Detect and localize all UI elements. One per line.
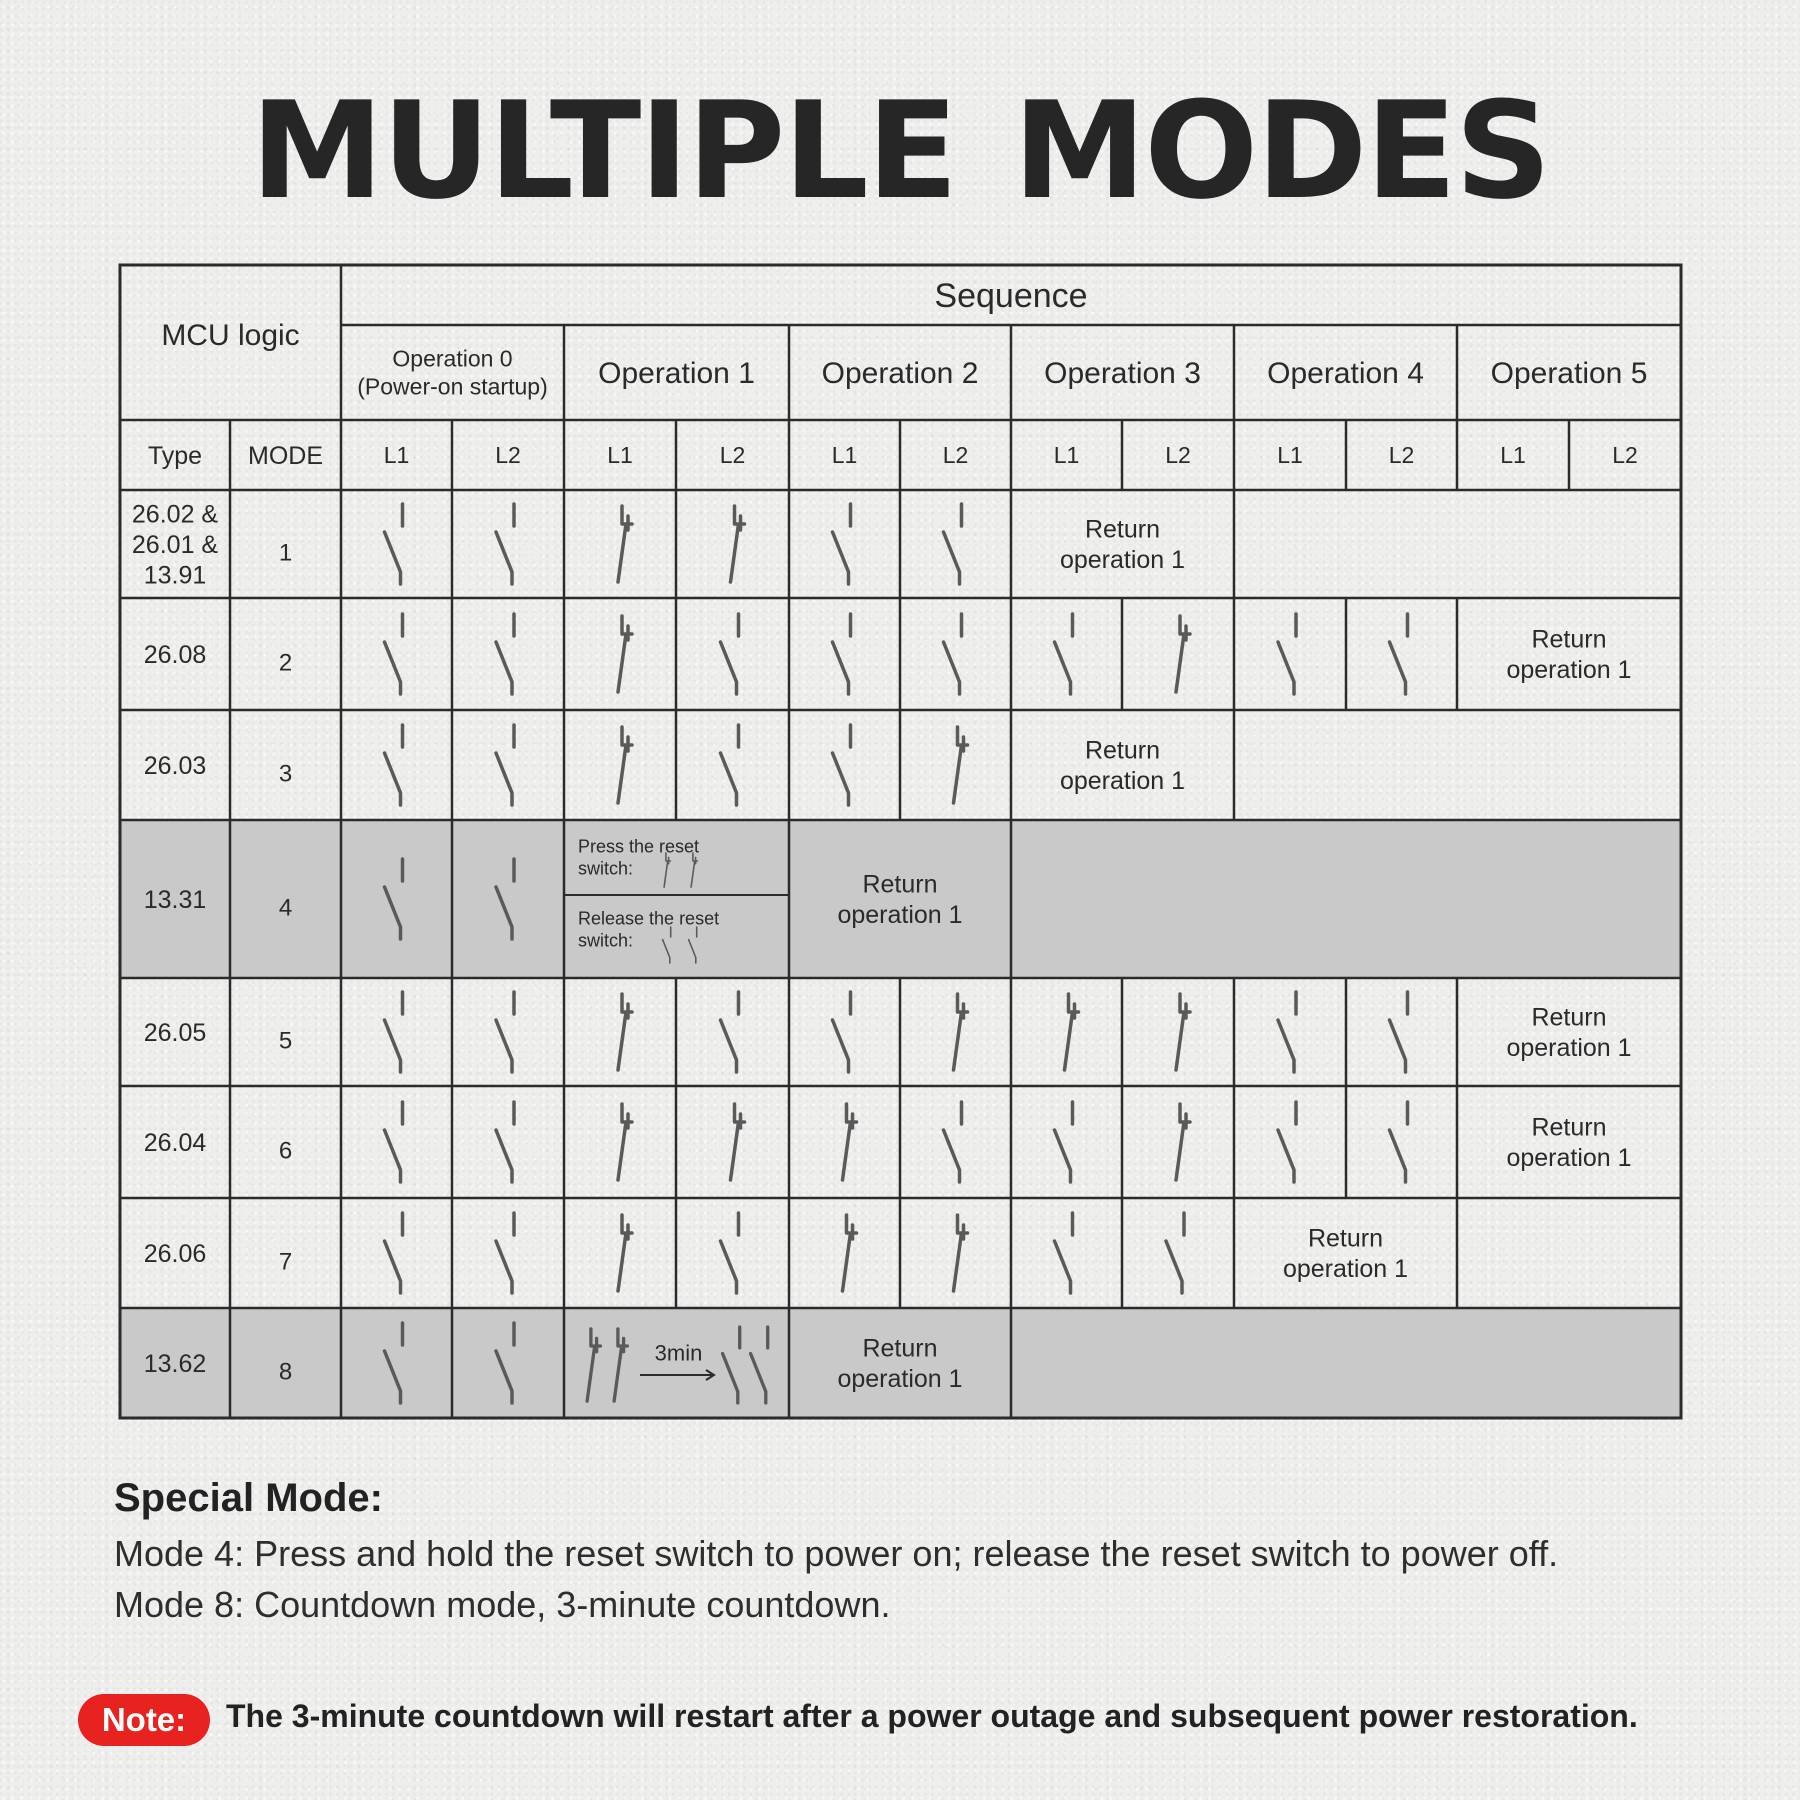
switch-icon-l2: [496, 504, 514, 584]
switch-icon-l2: [1390, 1102, 1408, 1182]
channel-label: L1: [1500, 442, 1526, 469]
switch-icon-l1: [385, 1102, 403, 1182]
operation-header-0: Operation 0 (Power-on startup): [357, 345, 548, 400]
row-mode-4: 4: [278, 894, 293, 922]
mcu-logic-header: MCU logic: [161, 319, 300, 352]
switch-icon-l1: [833, 504, 851, 584]
switch-icon-l1: [618, 616, 632, 692]
switch-icon-l1: [385, 504, 403, 584]
mode-header: MODE: [248, 441, 323, 470]
row-type-1: 26.02 & 26.01 & 13.91: [131, 500, 219, 590]
switch-icon-l1: [385, 725, 403, 805]
row-mode-8: 8: [278, 1358, 293, 1386]
channel-label: L2: [719, 442, 746, 469]
row-mode-1: 1: [278, 539, 293, 567]
special-mode-line-8: Mode 8: Countdown mode, 3-minute countdown.: [114, 1584, 891, 1625]
row-mode-3: 3: [278, 760, 293, 788]
channel-label: L2: [942, 442, 969, 469]
switch-icon-l2: [721, 1213, 739, 1293]
switch-icon-l2: [1390, 614, 1408, 694]
switch-icon-l1: [618, 1215, 632, 1291]
reset-press-text: Press the reset switch:: [578, 836, 700, 879]
switch-icon-l2: [1166, 1213, 1184, 1293]
reset-release-text: Release the reset switch:: [578, 908, 720, 951]
switch-icon-l1: [1055, 1102, 1073, 1182]
shaded-row-bg: [120, 1308, 1681, 1418]
switch-icon-l1: [385, 614, 403, 694]
switch-icon-l2: [944, 1102, 962, 1182]
switch-icon-l2: [731, 506, 745, 582]
switch-icon-l1: [385, 992, 403, 1072]
special-mode-heading: Special Mode:: [114, 1476, 383, 1520]
channel-label: L1: [1277, 442, 1303, 469]
channel-label: L1: [607, 442, 633, 469]
return-operation-text: Return operation 1: [837, 870, 963, 929]
switch-icon-l1: [1278, 992, 1296, 1072]
switch-icon-l1: [618, 727, 632, 803]
row-type-3: 26.03: [143, 751, 207, 780]
return-operation-text: Return operation 1: [1506, 1113, 1632, 1172]
type-header: Type: [147, 441, 203, 470]
switch-icon-l1: [833, 992, 851, 1072]
row-type-4: 13.31: [143, 885, 207, 914]
special-mode-line-4: Mode 4: Press and hold the reset switch to power on; release the reset switch to power off.: [114, 1533, 1559, 1574]
operation-header-1: Operation 1: [598, 357, 755, 390]
note-badge: Note:: [78, 1694, 210, 1746]
row-type-7: 26.06: [143, 1239, 207, 1268]
row-mode-2: 2: [278, 649, 293, 677]
switch-icon-l2: [954, 994, 968, 1070]
switch-icon-l2: [721, 725, 739, 805]
row-type-6: 26.04: [143, 1128, 207, 1157]
switch-icon-l1: [618, 1104, 632, 1180]
row-mode-7: 7: [278, 1248, 293, 1276]
channel-label: L1: [831, 442, 858, 469]
operation-header-5: Operation 5: [1490, 357, 1648, 390]
operation-header-4: Operation 4: [1267, 357, 1424, 390]
switch-icon-l2: [496, 1102, 514, 1182]
switch-icon-l2: [496, 1213, 514, 1293]
shaded-row-bg: [120, 820, 1681, 978]
switch-icon-l2: [944, 614, 962, 694]
switch-icon-l2: [1176, 1104, 1190, 1180]
switch-icon-l1: [618, 506, 632, 582]
sequence-header: Sequence: [934, 276, 1088, 315]
channel-label: L2: [495, 442, 521, 469]
countdown-label: 3min: [654, 1340, 703, 1366]
switch-icon-l2: [1176, 616, 1190, 692]
note-text: The 3-minute countdown will restart after a power outage and subsequent power restoration.: [226, 1698, 1638, 1734]
switch-icon-l1: [1065, 994, 1079, 1070]
switch-icon-l1: [1055, 614, 1073, 694]
switch-icon-l2: [721, 614, 739, 694]
row-mode-6: 6: [278, 1137, 293, 1165]
return-operation-text: Return operation 1: [1506, 1003, 1632, 1062]
switch-icon-l2: [954, 727, 968, 803]
row-mode-5: 5: [278, 1027, 293, 1055]
switch-icon-l2: [954, 1215, 968, 1291]
switch-icon-l1: [385, 1213, 403, 1293]
return-operation-text: Return operation 1: [837, 1334, 963, 1393]
switch-icon-l2: [944, 504, 962, 584]
switch-icon-l2: [496, 614, 514, 694]
return-operation-text: Return operation 1: [1506, 625, 1632, 684]
switch-icon-l1: [1278, 1102, 1296, 1182]
switch-icon-l2: [1390, 992, 1408, 1072]
channel-label: L2: [1612, 442, 1638, 469]
row-type-8: 13.62: [143, 1349, 207, 1378]
return-operation-text: Return operation 1: [1282, 1224, 1409, 1283]
return-operation-text: Return operation 1: [1059, 515, 1186, 574]
switch-icon-l1: [1055, 1213, 1073, 1293]
switch-icon-l1: [833, 614, 851, 694]
page-title: MULTIPLE MODES: [250, 73, 1550, 229]
switch-icon-l1: [843, 1215, 857, 1291]
channel-label: L2: [1388, 442, 1415, 469]
return-operation-text: Return operation 1: [1059, 736, 1186, 795]
switch-icon-l2: [1176, 994, 1190, 1070]
switch-icon-l1: [843, 1104, 857, 1180]
channel-label: L1: [383, 442, 410, 469]
switch-icon-l2: [721, 992, 739, 1072]
switch-icon-l2: [496, 992, 514, 1072]
switch-icon-l1: [833, 725, 851, 805]
switch-icon-l2: [731, 1104, 745, 1180]
switch-icon-l2: [496, 725, 514, 805]
operation-header-2: Operation 2: [821, 357, 979, 390]
row-type-2: 26.08: [143, 640, 207, 669]
channel-label: L2: [1165, 442, 1191, 469]
operation-header-3: Operation 3: [1044, 357, 1201, 390]
switch-icon-l1: [1278, 614, 1296, 694]
switch-icon-l1: [618, 994, 632, 1070]
channel-label: L1: [1053, 442, 1080, 469]
row-type-5: 26.05: [143, 1018, 207, 1047]
